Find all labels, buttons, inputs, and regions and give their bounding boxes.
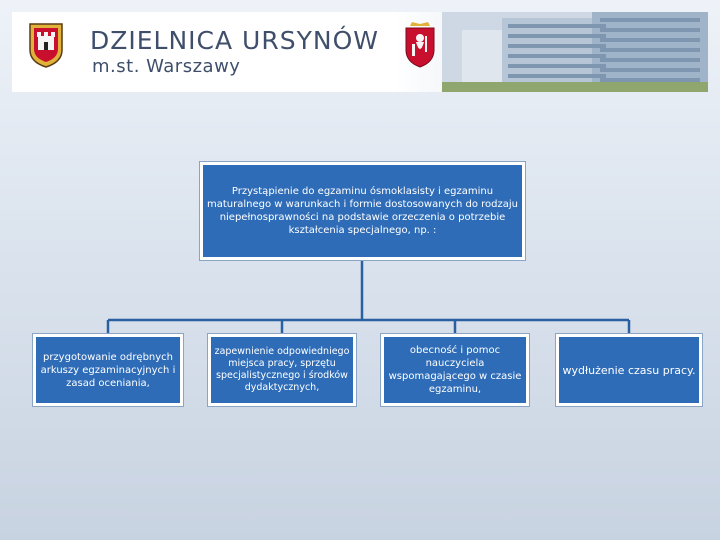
org-chart-child-node-2: zapewnienie odpowiedniego miejsca pracy, sprzętu specjalistycznego i środków dydaktycznych, <box>208 334 356 406</box>
ursynow-crest-icon <box>28 22 64 68</box>
org-chart-root-node: Przystąpienie do egzaminu ósmoklasisty i egzaminu maturalnego w warunkach i formie dostosowanych do rodzaju niepełnosprawności na podstawie orzeczenia o potrzebie kształcenia specjalnego, np. : <box>200 162 525 260</box>
header-subtitle: m.st. Warszawy <box>92 56 241 77</box>
header-title: DZIELNICA URSYNÓW <box>90 26 379 55</box>
org-chart-child-node-3: obecność i pomoc nauczyciela wspomagającego w czasie egzaminu, <box>381 334 529 406</box>
warsaw-crest-icon <box>402 22 438 68</box>
org-chart-child-node-4: wydłużenie czasu pracy. <box>556 334 702 406</box>
org-chart-child-node-1: przygotowanie odrębnych arkuszy egzaminacyjnych i zasad oceniania, <box>33 334 183 406</box>
header-banner <box>12 12 708 92</box>
buildings-illustration <box>442 12 708 92</box>
